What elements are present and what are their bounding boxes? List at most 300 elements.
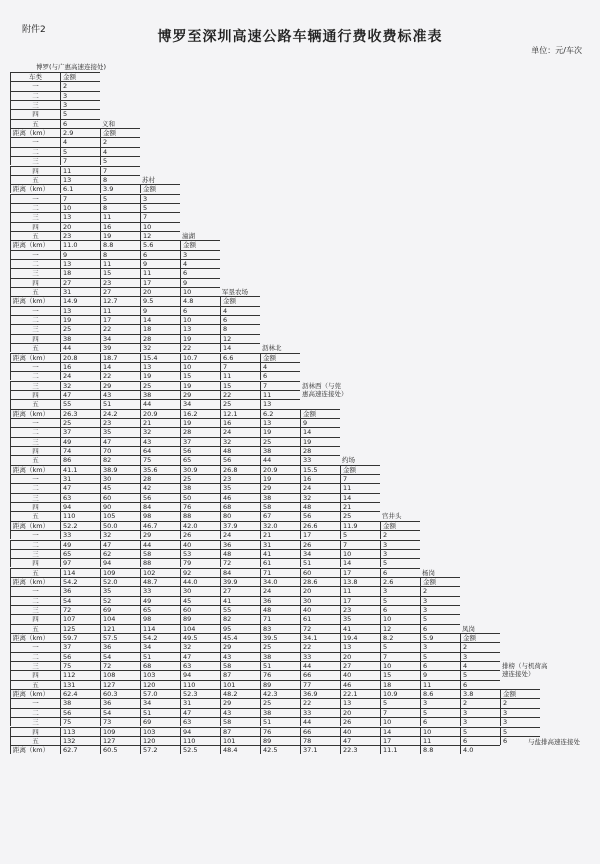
vehicle-class-label: 五: [10, 287, 60, 296]
fee-value: 51: [140, 652, 180, 661]
fee-value: 33: [300, 708, 340, 717]
vehicle-class-label: 一: [10, 362, 60, 371]
fee-value: 33: [300, 652, 340, 661]
fee-value: 94: [180, 670, 220, 679]
distance-value: 57.2: [140, 745, 180, 754]
fee-value: 13: [260, 399, 300, 408]
fee-value: 7: [340, 474, 380, 483]
fee-value: 7: [140, 212, 180, 221]
fee-value: 49: [60, 437, 100, 446]
vehicle-class-label: 四: [10, 727, 60, 736]
fee-value: 47: [340, 736, 380, 745]
fee-value: 3: [500, 717, 540, 726]
fee-value: 9: [300, 418, 340, 427]
fee-value: 72: [220, 558, 260, 567]
vehicle-class-label: 三: [10, 156, 60, 165]
distance-value: 36.9: [300, 689, 340, 698]
vehicle-class-label: 二: [10, 652, 60, 661]
fee-value: 2: [420, 586, 460, 595]
fee-value: 7: [380, 708, 420, 717]
fee-value: 43: [100, 390, 140, 399]
fee-value: 12: [220, 334, 260, 343]
fee-value: 8: [220, 324, 260, 333]
fee-value: 109: [100, 727, 140, 736]
fee-value: 13: [260, 418, 300, 427]
fee-value: 21: [260, 530, 300, 539]
fee-value: 32: [140, 343, 180, 352]
vehicle-class-label: 五: [10, 231, 60, 240]
fee-value: 63: [180, 717, 220, 726]
fee-value: 88: [140, 558, 180, 567]
fee-value: 5: [420, 652, 460, 661]
fee-value: 11: [100, 212, 140, 221]
fee-value: 26: [300, 540, 340, 549]
fee-value: 11: [340, 483, 380, 492]
fee-value: 30: [300, 596, 340, 605]
fee-value: 3: [380, 549, 420, 558]
fee-value: 104: [100, 614, 140, 623]
fee-value: 51: [260, 717, 300, 726]
fee-value: 26: [180, 530, 220, 539]
vehicle-class-label: 四: [10, 109, 60, 118]
fee-value: 56: [180, 446, 220, 455]
distance-value: 62.4: [60, 689, 100, 698]
distance-value: 16.2: [180, 409, 220, 418]
fee-value: 113: [60, 727, 100, 736]
fee-value: 9: [420, 670, 460, 679]
fee-value: 22: [100, 324, 140, 333]
fee-value: 10: [340, 549, 380, 558]
vehicle-class-label: 三: [10, 437, 60, 446]
fee-value: 33: [300, 455, 340, 464]
vehicle-class-label: 三: [10, 381, 60, 390]
fee-value: 13: [60, 306, 100, 315]
unit-label: 单位：元/车次: [531, 46, 582, 55]
fee-value: 19: [140, 371, 180, 380]
fee-value: 64: [140, 446, 180, 455]
fee-value: 38: [260, 493, 300, 502]
fee-value: 132: [60, 736, 100, 745]
fee-value: 35: [220, 483, 260, 492]
fee-value: 16: [220, 418, 260, 427]
distance-value: 11.1: [380, 745, 420, 754]
distance-value: 44.0: [180, 577, 220, 586]
fee-value: 127: [100, 736, 140, 745]
fee-value: 6: [220, 315, 260, 324]
vehicle-class-label: 二: [10, 91, 60, 100]
fee-value: 11: [420, 736, 460, 745]
class-header: 车类: [10, 72, 60, 81]
fee-value: 75: [140, 455, 180, 464]
station-name: 沥林西（与莞惠高速连接处）: [302, 381, 348, 398]
fee-value: 20: [340, 652, 380, 661]
fee-value: 98: [140, 511, 180, 520]
fee-value: 3: [60, 100, 100, 109]
fee-value: 29: [140, 530, 180, 539]
fee-value: 36: [260, 596, 300, 605]
fee-value: 17: [300, 530, 340, 539]
fee-value: 51: [300, 558, 340, 567]
fee-value: 41: [340, 624, 380, 633]
fee-value: 89: [180, 614, 220, 623]
fee-value: 43: [220, 652, 260, 661]
distance-value: 52.5: [180, 745, 220, 754]
fee-value: 2: [380, 530, 420, 539]
vehicle-class-label: 三: [10, 212, 60, 221]
vehicle-class-label: 二: [10, 259, 60, 268]
fee-value: 11: [140, 268, 180, 277]
fee-value: 20: [340, 708, 380, 717]
fee-value: 3: [380, 540, 420, 549]
fee-value: 32: [100, 530, 140, 539]
fee-value: 10: [380, 661, 420, 670]
distance-value: 20.8: [60, 353, 100, 362]
fee-value: 7: [60, 156, 100, 165]
fee-value: 61: [300, 614, 340, 623]
vehicle-class-label: 三: [10, 324, 60, 333]
amount-header: 金额: [460, 633, 500, 642]
distance-value: 19.4: [340, 633, 380, 642]
fee-value: 4: [60, 137, 100, 146]
distance-row-label: 距离（km）: [10, 296, 60, 305]
fee-value: 73: [100, 717, 140, 726]
distance-value: 34.0: [260, 577, 300, 586]
fee-value: 38: [60, 698, 100, 707]
fee-value: 8: [100, 203, 140, 212]
vehicle-class-label: 三: [10, 605, 60, 614]
fee-value: 34: [140, 698, 180, 707]
distance-value: 49.5: [180, 633, 220, 642]
fee-value: 114: [140, 624, 180, 633]
fee-value: 11: [100, 259, 140, 268]
vehicle-class-label: 五: [10, 680, 60, 689]
fee-value: 54: [60, 596, 100, 605]
fee-value: 3: [380, 586, 420, 595]
fee-value: 58: [220, 717, 260, 726]
fee-value: 43: [220, 708, 260, 717]
fee-value: 65: [60, 549, 100, 558]
vehicle-class-label: 一: [10, 418, 60, 427]
fee-value: 6: [380, 568, 420, 577]
vehicle-class-label: 三: [10, 549, 60, 558]
distance-value: 52.2: [60, 521, 100, 530]
fee-value: 3: [500, 708, 540, 717]
station-name: 约场: [342, 456, 355, 465]
distance-value: 4.0: [460, 745, 500, 754]
fee-value: 28: [180, 427, 220, 436]
distance-value: 48.4: [220, 745, 260, 754]
vehicle-class-label: 二: [10, 596, 60, 605]
vehicle-class-label: 一: [10, 306, 60, 315]
distance-value: 10.7: [180, 353, 220, 362]
fee-value: 110: [180, 736, 220, 745]
distance-value: 12.1: [220, 409, 260, 418]
fee-value: 6: [420, 661, 460, 670]
fee-value: 25: [140, 381, 180, 390]
fee-value: 14: [380, 727, 420, 736]
fee-value: 8: [100, 175, 140, 184]
fee-value: 51: [100, 399, 140, 408]
fee-value: 47: [180, 708, 220, 717]
distance-value: 2.6: [380, 577, 420, 586]
fee-value: 10: [180, 362, 220, 371]
vehicle-class-label: 一: [10, 194, 60, 203]
vehicle-class-label: 五: [10, 455, 60, 464]
distance-value: 54.2: [140, 633, 180, 642]
fee-value: 28: [300, 446, 340, 455]
fee-value: 40: [300, 605, 340, 614]
fee-value: 13: [340, 642, 380, 651]
amount-header: 金额: [180, 240, 220, 249]
fee-value: 82: [220, 614, 260, 623]
vehicle-class-label: 三: [10, 268, 60, 277]
fee-value: 55: [220, 605, 260, 614]
fee-value: 78: [300, 736, 340, 745]
station-name: 义和: [102, 119, 115, 128]
fee-value: 110: [60, 511, 100, 520]
fee-value: 36: [60, 586, 100, 595]
distance-value: 6.2: [260, 409, 300, 418]
fee-value: 4: [260, 362, 300, 371]
fee-value: 2: [460, 642, 500, 651]
fee-value: 29: [220, 698, 260, 707]
distance-value: 28.6: [300, 577, 340, 586]
attachment-label: 附件2: [22, 25, 46, 35]
distance-value: 59.7: [60, 633, 100, 642]
fee-value: 68: [140, 661, 180, 670]
fee-value: 83: [260, 624, 300, 633]
vehicle-class-label: 二: [10, 427, 60, 436]
fee-value: 56: [220, 455, 260, 464]
distance-row-label: 距离（km）: [10, 689, 60, 698]
vehicle-class-label: 一: [10, 250, 60, 259]
fee-value: 5: [460, 670, 500, 679]
distance-value: 57.5: [100, 633, 140, 642]
fee-value: 87: [220, 670, 260, 679]
fee-value: 25: [60, 418, 100, 427]
fee-value: 25: [60, 324, 100, 333]
fee-value: 58: [220, 661, 260, 670]
distance-value: 8.2: [380, 633, 420, 642]
fee-value: 112: [60, 670, 100, 679]
fee-value: 71: [260, 568, 300, 577]
fee-value: 120: [140, 680, 180, 689]
fee-value: 18: [140, 324, 180, 333]
fee-value: 21: [340, 502, 380, 511]
vehicle-class-label: 一: [10, 81, 60, 90]
fee-value: 11: [60, 166, 100, 175]
amount-header: 金额: [420, 577, 460, 586]
fee-value: 12: [140, 231, 180, 240]
fee-value: 32: [220, 437, 260, 446]
fee-value: 6: [460, 680, 500, 689]
fee-value: 35: [100, 586, 140, 595]
fee-value: 2: [60, 81, 100, 90]
fee-value: 82: [100, 455, 140, 464]
fee-value: 37: [60, 642, 100, 651]
distance-row-label: 距离（km）: [10, 128, 60, 137]
distance-value: 5.9: [420, 633, 460, 642]
fee-value: 56: [60, 708, 100, 717]
fee-value: 25: [260, 698, 300, 707]
fee-value: 36: [100, 698, 140, 707]
station-name: 沥林北: [262, 344, 282, 353]
fee-value: 31: [60, 474, 100, 483]
fee-value: 38: [180, 483, 220, 492]
fee-value: 29: [180, 390, 220, 399]
distance-value: 57.0: [140, 689, 180, 698]
fee-value: 56: [140, 493, 180, 502]
fee-value: 127: [100, 680, 140, 689]
distance-value: 8.8: [100, 240, 140, 249]
fee-value: 79: [180, 558, 220, 567]
fee-value: 25: [340, 511, 380, 520]
fee-value: 56: [300, 511, 340, 520]
distance-value: 22.3: [340, 745, 380, 754]
fee-value: 47: [60, 483, 100, 492]
amount-header: 金额: [60, 72, 100, 81]
fee-value: 66: [300, 670, 340, 679]
fee-value: 92: [180, 568, 220, 577]
fee-value: 44: [300, 717, 340, 726]
fee-value: 51: [140, 708, 180, 717]
vehicle-class-label: 二: [10, 483, 60, 492]
fee-value: 4: [100, 147, 140, 156]
vehicle-class-label: 一: [10, 530, 60, 539]
distance-value: 62.7: [60, 745, 100, 754]
fee-value: 3: [420, 596, 460, 605]
amount-header: 金额: [260, 353, 300, 362]
fee-value: 35: [340, 614, 380, 623]
fee-value: 121: [100, 624, 140, 633]
fee-value: 10: [420, 727, 460, 736]
fee-value: 14: [220, 343, 260, 352]
fee-value: 37: [60, 427, 100, 436]
fee-value: 10: [380, 717, 420, 726]
vehicle-class-label: 五: [10, 399, 60, 408]
fee-value: 60: [180, 605, 220, 614]
distance-value: 6.1: [60, 184, 100, 193]
vehicle-class-label: 一: [10, 698, 60, 707]
vehicle-class-label: 四: [10, 502, 60, 511]
distance-value: 8.6: [420, 689, 460, 698]
fee-value: 41: [260, 549, 300, 558]
fee-value: 13: [340, 698, 380, 707]
distance-row-label: 距离（km）: [10, 465, 60, 474]
distance-value: 9.5: [140, 296, 180, 305]
fee-value: 10: [180, 315, 220, 324]
fee-value: 4: [220, 306, 260, 315]
vehicle-class-label: 五: [10, 568, 60, 577]
fee-value: 17: [140, 278, 180, 287]
fee-value: 9: [140, 306, 180, 315]
fee-value: 48: [220, 549, 260, 558]
fee-value: 84: [220, 568, 260, 577]
fee-value: 5: [60, 109, 100, 118]
vehicle-class-label: 三: [10, 493, 60, 502]
fee-value: 5: [100, 194, 140, 203]
distance-value: 48.7: [140, 577, 180, 586]
fee-value: 16: [100, 222, 140, 231]
distance-value: 41.1: [60, 465, 100, 474]
fee-value: 34: [140, 642, 180, 651]
station-name: 官井头: [382, 512, 402, 521]
fee-value: 34: [180, 399, 220, 408]
fee-value: 19: [60, 315, 100, 324]
distance-value: 11.0: [60, 240, 100, 249]
fee-value: 7: [380, 652, 420, 661]
fee-value: 10: [180, 287, 220, 296]
fee-value: 19: [180, 418, 220, 427]
fee-value: 47: [100, 437, 140, 446]
fee-value: 72: [300, 624, 340, 633]
fee-value: 20: [300, 586, 340, 595]
fee-value: 5: [460, 727, 500, 736]
fee-value: 27: [340, 661, 380, 670]
distance-value: 3.8: [460, 689, 500, 698]
distance-value: 15.5: [300, 465, 340, 474]
distance-value: 54.2: [60, 577, 100, 586]
fee-value: 72: [100, 661, 140, 670]
fee-value: 41: [220, 596, 260, 605]
distance-value: 4.8: [180, 296, 220, 305]
fee-value: 5: [420, 614, 460, 623]
fee-value: 7: [220, 362, 260, 371]
fee-value: 15: [180, 371, 220, 380]
fee-value: 120: [140, 736, 180, 745]
fee-value: 22: [220, 390, 260, 399]
fee-value: 23: [220, 474, 260, 483]
fee-value: 70: [100, 446, 140, 455]
fee-value: 21: [140, 418, 180, 427]
fee-value: 25: [220, 399, 260, 408]
distance-value: 5.6: [140, 240, 180, 249]
fee-value: 10: [140, 222, 180, 231]
fee-value: 31: [180, 698, 220, 707]
vehicle-class-label: 一: [10, 642, 60, 651]
station-name: 杨岗: [422, 568, 435, 577]
fee-value: 95: [220, 624, 260, 633]
distance-value: 30.9: [180, 465, 220, 474]
fee-value: 17: [100, 315, 140, 324]
fee-value: 32: [180, 642, 220, 651]
fee-value: 44: [300, 661, 340, 670]
fee-value: 10: [60, 203, 100, 212]
distance-row-label: 距离（km）: [10, 745, 60, 754]
origin-station-label: 博罗(与广惠高速连接处): [36, 63, 107, 71]
fee-value: 60: [100, 493, 140, 502]
distance-value: 26.8: [220, 465, 260, 474]
fee-value: 38: [260, 708, 300, 717]
vehicle-class-label: 二: [10, 540, 60, 549]
fee-value: 27: [220, 586, 260, 595]
fee-value: 20: [140, 287, 180, 296]
fee-value: 29: [260, 483, 300, 492]
fee-value: 47: [60, 390, 100, 399]
fee-value: 35: [100, 427, 140, 436]
fee-value: 105: [100, 511, 140, 520]
fee-value: 13: [140, 362, 180, 371]
fee-value: 19: [300, 437, 340, 446]
distance-row-label: 距离（km）: [10, 409, 60, 418]
distance-value: 3.9: [100, 184, 140, 193]
fee-value: 24: [260, 586, 300, 595]
distance-value: 18.7: [100, 353, 140, 362]
distance-value: 15.4: [140, 353, 180, 362]
fee-value: 40: [340, 727, 380, 736]
fee-value: 23: [100, 278, 140, 287]
vehicle-class-label: 五: [10, 624, 60, 633]
